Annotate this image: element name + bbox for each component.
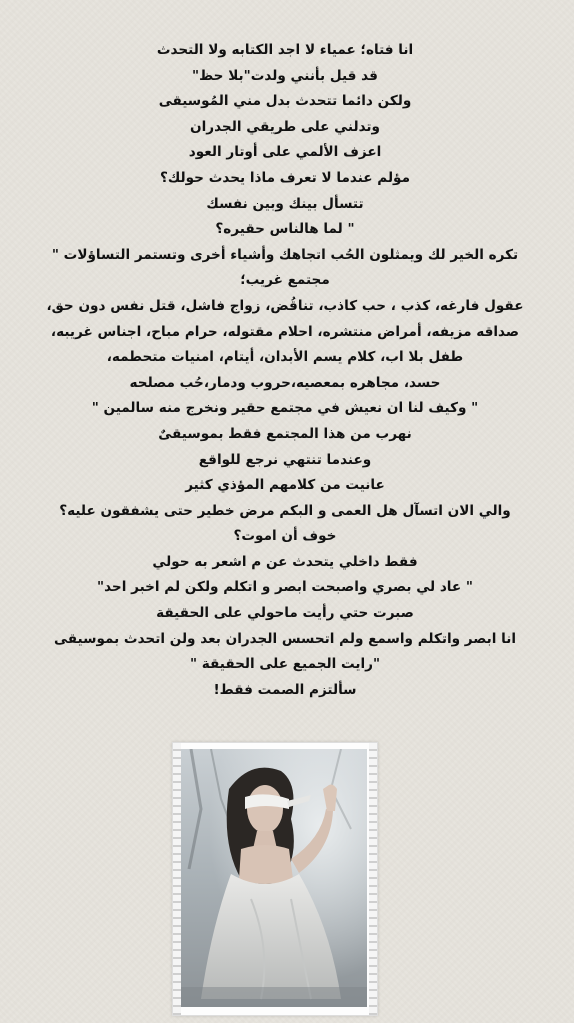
poem-line: عقول فارغه، كذب ، حب كاذب، تناقُض، زواج فاشل، قتل نفس دون حق، <box>46 297 524 314</box>
poem-line: والي الان اتسآل هل العمى و البكم مرض خطير حتى يشفقون عليه؟ <box>59 502 511 519</box>
poem-line: انا فتاه؛ عمياء لا اجد الكتابه ولا التحدث <box>156 42 414 58</box>
poem-line: مجتمع غريب؛ <box>240 272 330 289</box>
poem-line: "رايت الجميع على الحقيقة " <box>189 656 381 673</box>
photo-frame <box>172 742 378 1016</box>
poem-line: سألتزم الصمت فقط! <box>213 681 357 698</box>
poem-line: خوف أن اموت؟ <box>233 528 337 545</box>
poem-line: نهرب من هذا المجتمع فقط بموسيقىٌ <box>158 425 412 442</box>
poem-line: وتدلني على طريقي الجدران <box>189 118 380 135</box>
poem-line: " عاد لي بصري واصبحت ابصر و اتكلم ولكن لم اخبر احد" <box>96 579 473 596</box>
poem-line: تتسأل بينك وبين نفسك <box>206 195 364 212</box>
film-strip-left <box>173 743 181 1015</box>
blindfolded-woman-photo <box>181 749 369 1009</box>
poem-line: صداقه مزيفه، أمراض منتشره، احلام مقتوله، حرام مباح، اجناس غريبه، <box>50 323 520 340</box>
poem-line: وعندما تنتهي نرجع للواقع <box>198 451 372 468</box>
film-strip-right <box>369 743 377 1015</box>
poem-line: انا ابصر واتكلم واسمع ولم اتحسس الجدران بعد ولن اتحدث بموسيقى <box>53 630 517 647</box>
poem-line: قد قيل بأنني ولدت"بلا حظ" <box>192 67 378 84</box>
poem-line: " وكيف لنا ان نعيش في مجتمع حقير ونخرج منه سالمين " <box>91 400 479 417</box>
poem-line: فقط داخلي يتحدث عن م اشعر به حولي <box>152 553 418 570</box>
poem-line: مؤلم عندما لا تعرف ماذا يحدث حولك؟ <box>160 169 410 186</box>
poem-line: اعزف الألمي على أوتار العود <box>188 144 382 161</box>
poem-line: " لما هالناس حقيره؟ <box>215 221 355 238</box>
poem-line: صبرت حتي رأيت ماحولي على الحقيقة <box>156 605 414 622</box>
poem-line: حسد، مجاهره بمعصيه،حروب ودمار،حُب مصلحه <box>129 374 441 391</box>
poem-line: عانيت من كلامهم المؤذي كثير <box>185 477 385 494</box>
poem-line: ولكن دائما تتحدث بدل مني المُوسيقى <box>158 93 412 110</box>
poem-line: تكره الخير لك ويمثلون الحُب اتجاهك وأشياء أخرى وتستمر التساؤلات " <box>51 246 519 263</box>
poem-text <box>14 38 556 703</box>
poem-line: طفل بلا اب، كلام يسم الأبدان، أيتام، امنيات متحطمه، <box>106 349 464 366</box>
